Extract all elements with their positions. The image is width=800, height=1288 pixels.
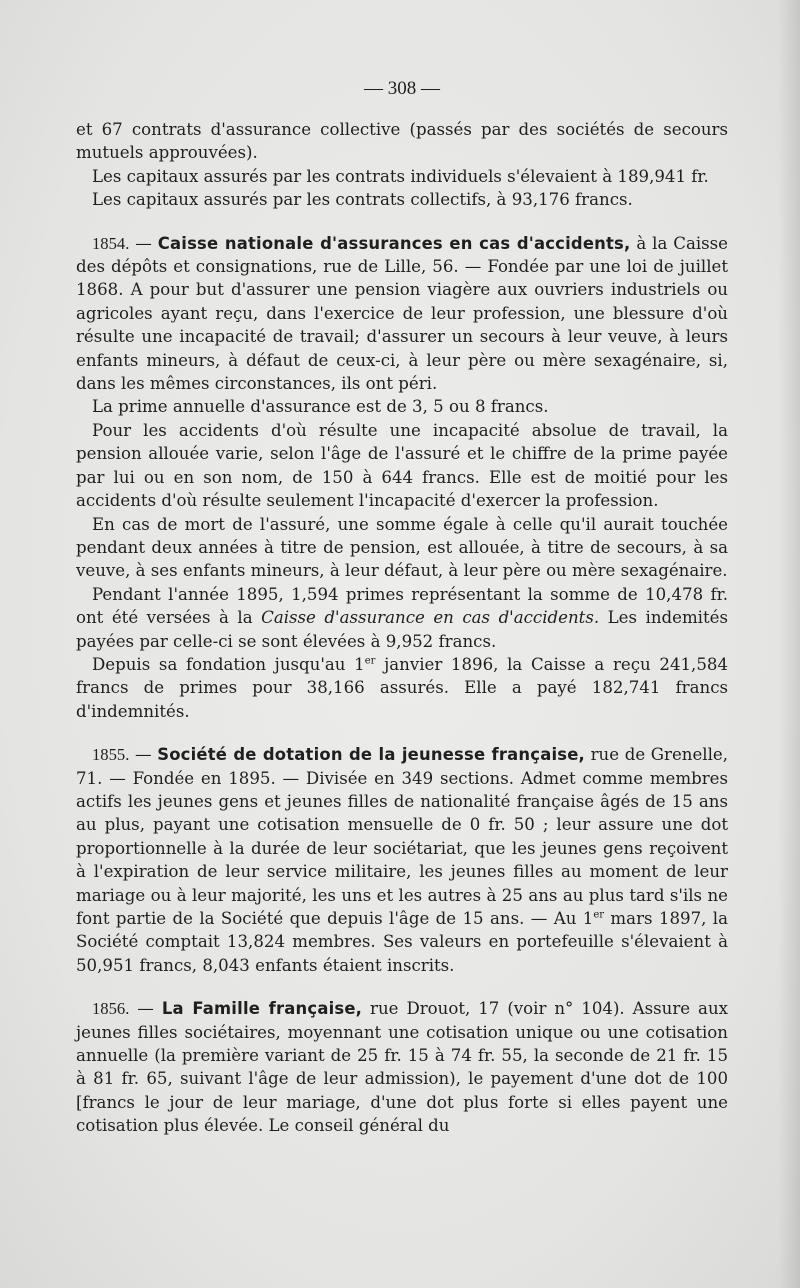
intro-paragraph: Les capitaux assurés par les contrats collectifs, à 93,176 francs. [92, 190, 633, 210]
entry-number: 1856. [92, 999, 130, 1019]
entry-title: Société de dotation de la jeunesse française, [157, 745, 585, 765]
entry-paragraph [76, 583, 728, 653]
entry-number: 1855. [92, 745, 130, 765]
entry-text: mars 1897, la Société comptait 13,824 membres. Ses valeurs en portefeuille s'élevaient à 50,951 francs, 8,043 enfants étaient inscrits. [76, 909, 728, 975]
entry-text: Les indemités payées par celle-ci se sont élevées à 9,952 francs. [76, 608, 728, 651]
intro-paragraph: Les capitaux assurés par les contrats individuels s'élevaient à 189,941 fr. [92, 166, 709, 186]
entry-paragraph: 1856. — La Famille française, rue Drouot, 17 (voir n° 104). Assure aux jeunes filles sociétaires, moyennant une cotisation unique ou une cotisation annuelle (la première variant de 25 fr. 15 à 74 fr. 55, la seconde de 21 fr. 15 à 81 fr. 65, suivant l'âge de leur admission), le payement d'une dot de 100 [francs le jour de leur mariage, d'une dot plus forte si elles payent une cotisation plus élevée. Le conseil général du [76, 999, 728, 1136]
entry-text: à la Caisse des dépôts et consignations, rue de Lille, 56. — Fondée par une loi de juillet 1868. A pour but d'assurer une pension viagère aux ouvriers industriels ou agricoles ayant reçu, dans l'exercice de leur profession, une blessure d'où résulte une incapacité de travail; d'assurer un secours à leur veuve, à leurs enfants mineurs, à défaut de ceux-ci, à leur père ou mère sexagénaire, si, dans les mêmes circonstances, ils ont péri. [76, 233, 728, 394]
page-number: — 308 — [364, 78, 440, 99]
intro-paragraph: et 67 contrats d'assurance collective (passés par des sociétés de secours mutuels approuvées). [76, 120, 728, 163]
entry-title: Caisse nationale d'assurances en cas d'accidents, [157, 233, 631, 253]
entry-text: rue de Grenelle, 71. — Fondée en 1895. — Divisée en 349 sections. Admet comme membres actifs les jeunes gens et jeunes filles de nationalité française âgés de 15 ans au plus, payant une cotisation mensuelle de 0 fr. 50 ; leur assure une dot proportionnelle à la durée de leur sociétariat, que les jeunes gens reçoivent à l'expiration de leur service militaire, les jeunes filles au moment de leur mariage ou à leur majorité, les uns et les autres à 25 ans au plus tard s'ils ne font partie de la Société que depuis l'âge de 15 ans. — Au 1 [76, 745, 728, 928]
entry-paragraph: Pour les accidents d'où résulte une incapacité absolue de travail, la pension allouée varie, selon l'âge de l'assuré et le chiffre de la prime payée par lui ou en son nom, de 150 à 644 francs. Elle est de moitié pour les accidents d'où résulte seulement l'incapacité d'exercer la profession. [76, 420, 728, 511]
entry-paragraph: 1854. — Caisse nationale d'assurances en cas d'accidents, à la Caisse des dépôts et consignations, rue de Lille, 56. — Fondée par une loi de juillet 1868. A pour but d'assurer une pension viagère aux ouvriers industriels ou agricoles ayant reçu, dans l'exercice de leur profession, une blessure d'où résulte une incapacité de travail; d'assurer un secours à leur veuve, à leurs enfants mineurs, à défaut de ceux-ci, à leur père ou mère sexagénaire, si, dans les mêmes circonstances, ils ont péri. [76, 233, 728, 394]
entry-paragraph [76, 653, 728, 723]
superscript: er [593, 909, 605, 921]
superscript: er [364, 655, 376, 667]
entry-1856 [76, 997, 728, 1137]
entry-text: rue Drouot, 17 (voir n° 104). Assure aux jeunes filles sociétaires, moyennant une cotisation unique ou une cotisation annuelle (la première variant de 25 fr. 15 à 74 fr. 55, la seconde de 21 fr. 15 à 81 fr. 65, suivant l'âge de leur admission), le payement d'une dot de 100 [francs le jour de leur mariage, d'une dot plus forte si elles payent une cotisation plus élevée. Le conseil général du [76, 999, 728, 1136]
entry-paragraph: La prime annuelle d'assurance est de 3, 5 ou 8 francs. [92, 397, 549, 417]
page-content [76, 76, 728, 1138]
entry-number: 1854. [92, 233, 130, 253]
entry-1855 [76, 743, 728, 977]
entry-text: janvier 1896, la Caisse a reçu 241,584 francs de primes pour 38,166 assurés. Elle a payé 182,741 francs d'indemnités. [76, 654, 729, 721]
entry-text: Depuis sa fondation jusqu'au 1 [92, 654, 365, 674]
entry-paragraph: En cas de mort de l'assuré, une somme égale à celle qu'il aurait touchée pendant deux années à titre de pension, est allouée, à titre de secours, à sa veuve, à ses enfants mineurs, à leur défaut, à leur père ou mère sexagénaire. [76, 514, 728, 581]
entry-text: Pendant l'année 1895, 1,594 primes représentant la somme de 10,478 fr. ont été versées à la [76, 584, 728, 628]
entry-1854 [76, 232, 728, 724]
entry-paragraph: 1855. — Société de dotation de la jeunesse française, rue de Grenelle, 71. — Fondée en 1895. — Divisée en 349 sections. Admet comme membres actifs les jeunes gens et jeunes filles de nationalité française âgés de 15 ans au plus, payant une cotisation mensuelle de 0 fr. 50 ; leur assure une dot proportionnelle à la durée de leur sociétariat, que les jeunes gens reçoivent à l'expiration de leur service militaire, les jeunes filles au moment de leur mariage ou à leur majorité, les uns et les autres à 25 ans au plus tard s'ils ne font partie de la Société que depuis l'âge de 15 ans. — Au 1er mars 1897, la Société comptait 13,824 membres. Ses valeurs en portefeuille s'élevaient à 50,951 francs, 8,043 enfants étaient inscrits. [76, 745, 728, 975]
page-gutter-shadow [778, 0, 800, 1288]
entry-text-italic: Caisse d'assurance en cas d'accidents. [261, 608, 600, 628]
entry-title: La Famille française, [161, 999, 363, 1019]
